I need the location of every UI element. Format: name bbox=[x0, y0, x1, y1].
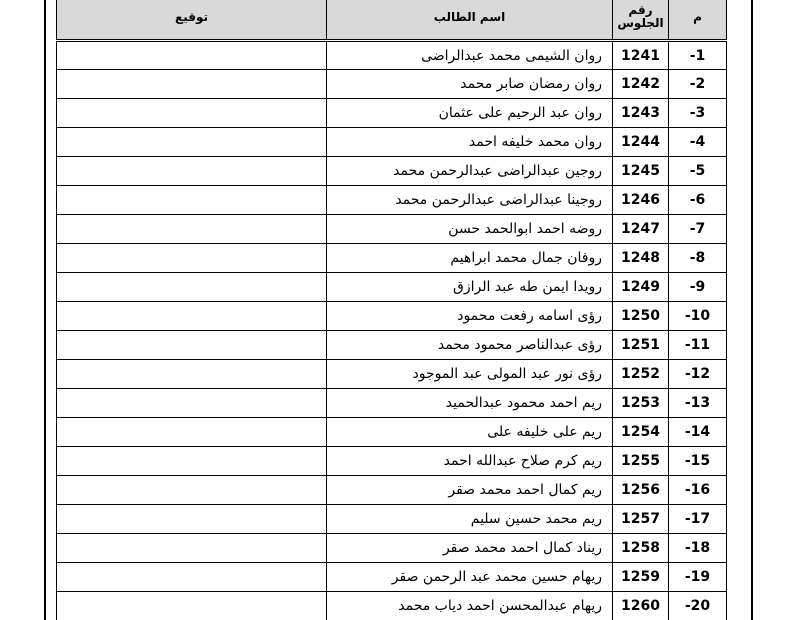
page-border-left bbox=[44, 0, 46, 620]
table-row bbox=[57, 302, 727, 331]
table-row bbox=[57, 331, 727, 360]
row-index-cell: -14 bbox=[669, 418, 727, 447]
student-name-cell: روجينا عبدالراضى عبدالرحمن محمد bbox=[327, 186, 613, 215]
student-name-cell: ريهام حسين محمد عبد الرحمن صقر bbox=[327, 563, 613, 592]
table-row bbox=[57, 244, 727, 273]
student-name-cell: ريناد كمال احمد محمد صقر bbox=[327, 534, 613, 563]
table-row bbox=[57, 157, 727, 186]
seat-number-cell: 1250 bbox=[613, 302, 669, 331]
signature-cell bbox=[57, 302, 327, 331]
row-index-cell: -1 bbox=[669, 41, 727, 70]
signature-cell bbox=[57, 244, 327, 273]
seat-number-cell: 1244 bbox=[613, 128, 669, 157]
row-index-cell: -20 bbox=[669, 592, 727, 620]
row-index-cell: -12 bbox=[669, 360, 727, 389]
seat-number-cell: 1247 bbox=[613, 215, 669, 244]
student-name-cell: روان عبد الرحيم على عثمان bbox=[327, 99, 613, 128]
signature-cell bbox=[57, 157, 327, 186]
table-row bbox=[57, 99, 727, 128]
signature-cell bbox=[57, 563, 327, 592]
student-name-cell: ريم محمد حسين سليم bbox=[327, 505, 613, 534]
signature-cell bbox=[57, 186, 327, 215]
student-name-cell: رؤى عبدالناصر محمود محمد bbox=[327, 331, 613, 360]
student-name-cell: ريهام عبدالمحسن احمد دياب محمد bbox=[327, 592, 613, 620]
row-index-cell: -13 bbox=[669, 389, 727, 418]
table-row bbox=[57, 273, 727, 302]
seat-number-cell: 1241 bbox=[613, 41, 669, 70]
row-index-cell: -10 bbox=[669, 302, 727, 331]
table-row bbox=[57, 534, 727, 563]
row-index-cell: -18 bbox=[669, 534, 727, 563]
table-row bbox=[57, 418, 727, 447]
row-index-cell: -16 bbox=[669, 476, 727, 505]
seat-number-cell: 1243 bbox=[613, 99, 669, 128]
seat-number-cell: 1256 bbox=[613, 476, 669, 505]
table-row bbox=[57, 476, 727, 505]
header-seat-number-line2: الجلوس bbox=[617, 16, 664, 30]
signature-cell bbox=[57, 99, 327, 128]
header-index: م bbox=[669, 0, 727, 41]
row-index-cell: -2 bbox=[669, 70, 727, 99]
roster-body bbox=[57, 41, 727, 620]
seat-number-cell: 1248 bbox=[613, 244, 669, 273]
header-seat-number bbox=[613, 0, 669, 41]
seat-number-cell: 1252 bbox=[613, 360, 669, 389]
signature-cell bbox=[57, 505, 327, 534]
header-student-name: اسم الطالب bbox=[327, 0, 613, 41]
row-index-cell: -9 bbox=[669, 273, 727, 302]
seat-number-cell: 1249 bbox=[613, 273, 669, 302]
signature-cell bbox=[57, 534, 327, 563]
signature-cell bbox=[57, 41, 327, 70]
seat-number-cell: 1242 bbox=[613, 70, 669, 99]
table-row bbox=[57, 128, 727, 157]
student-name-cell: رؤى اسامه رفعت محمود bbox=[327, 302, 613, 331]
signature-cell bbox=[57, 418, 327, 447]
table-row bbox=[57, 186, 727, 215]
student-name-cell: روفان جمال محمد ابراهيم bbox=[327, 244, 613, 273]
row-index-cell: -19 bbox=[669, 563, 727, 592]
table-row bbox=[57, 70, 727, 99]
header-signature: توقيع bbox=[57, 0, 327, 41]
table-row bbox=[57, 505, 727, 534]
table-header-row bbox=[57, 0, 727, 41]
seat-number-cell: 1251 bbox=[613, 331, 669, 360]
header-seat-number-line1: رقم bbox=[628, 3, 653, 17]
seat-number-cell: 1254 bbox=[613, 418, 669, 447]
student-name-cell: رؤى نور عبد المولى عبد الموجود bbox=[327, 360, 613, 389]
row-index-cell: -7 bbox=[669, 215, 727, 244]
page-border-right bbox=[751, 0, 753, 620]
signature-cell bbox=[57, 215, 327, 244]
signature-cell bbox=[57, 70, 327, 99]
student-roster-table bbox=[56, 0, 727, 620]
student-name-cell: روجين عبدالراضى عبدالرحمن محمد bbox=[327, 157, 613, 186]
table-row bbox=[57, 41, 727, 70]
student-name-cell: رويدا ايمن طه عبد الرازق bbox=[327, 273, 613, 302]
seat-number-cell: 1255 bbox=[613, 447, 669, 476]
row-index-cell: -6 bbox=[669, 186, 727, 215]
seat-number-cell: 1258 bbox=[613, 534, 669, 563]
student-name-cell: ريم على خليفه على bbox=[327, 418, 613, 447]
student-name-cell: ريم كرم صلاح عبدالله احمد bbox=[327, 447, 613, 476]
signature-cell bbox=[57, 128, 327, 157]
signature-cell bbox=[57, 389, 327, 418]
row-index-cell: -17 bbox=[669, 505, 727, 534]
seat-number-cell: 1245 bbox=[613, 157, 669, 186]
student-name-cell: روضه احمد ابوالحمد حسن bbox=[327, 215, 613, 244]
student-name-cell: روان الشيمى محمد عبدالراضى bbox=[327, 41, 613, 70]
seat-number-cell: 1260 bbox=[613, 592, 669, 620]
student-name-cell: روان رمضان صابر محمد bbox=[327, 70, 613, 99]
signature-cell bbox=[57, 331, 327, 360]
row-index-cell: -5 bbox=[669, 157, 727, 186]
signature-cell bbox=[57, 447, 327, 476]
table-row bbox=[57, 360, 727, 389]
table-row bbox=[57, 389, 727, 418]
signature-cell bbox=[57, 476, 327, 505]
table-row bbox=[57, 592, 727, 620]
row-index-cell: -11 bbox=[669, 331, 727, 360]
seat-number-cell: 1253 bbox=[613, 389, 669, 418]
table-row bbox=[57, 447, 727, 476]
student-name-cell: ريم احمد محمود عبدالحميد bbox=[327, 389, 613, 418]
seat-number-cell: 1257 bbox=[613, 505, 669, 534]
signature-cell bbox=[57, 592, 327, 620]
seat-number-cell: 1246 bbox=[613, 186, 669, 215]
row-index-cell: -3 bbox=[669, 99, 727, 128]
row-index-cell: -15 bbox=[669, 447, 727, 476]
student-name-cell: ريم كمال احمد محمد صقر bbox=[327, 476, 613, 505]
signature-cell bbox=[57, 273, 327, 302]
seat-number-cell: 1259 bbox=[613, 563, 669, 592]
row-index-cell: -4 bbox=[669, 128, 727, 157]
table-row bbox=[57, 563, 727, 592]
table-row bbox=[57, 215, 727, 244]
signature-cell bbox=[57, 360, 327, 389]
student-name-cell: روان محمد خليفه احمد bbox=[327, 128, 613, 157]
row-index-cell: -8 bbox=[669, 244, 727, 273]
